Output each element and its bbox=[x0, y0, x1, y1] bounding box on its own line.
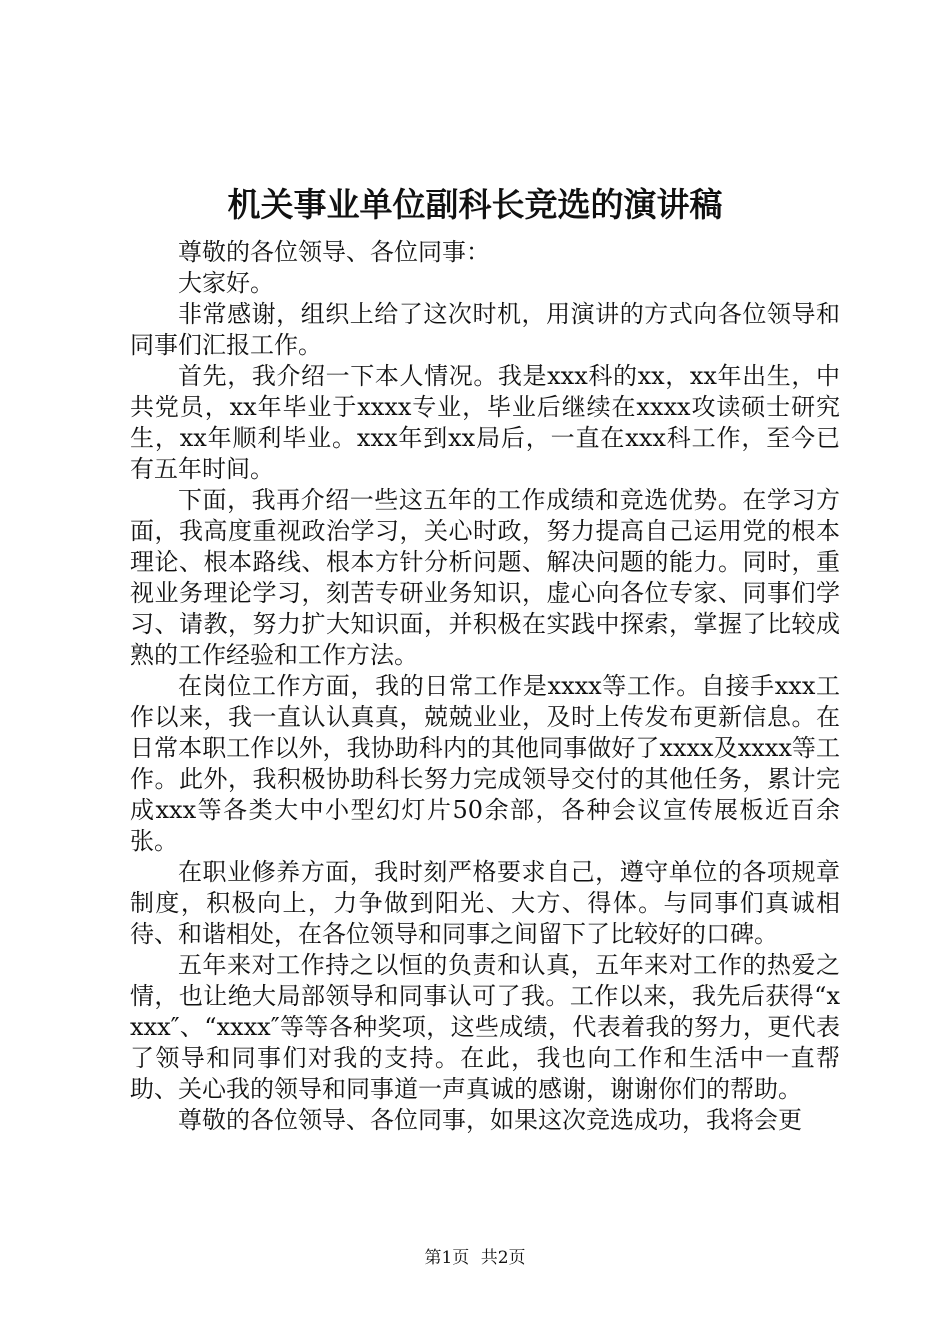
paragraph-salutation: 尊敬的各位领导、各位同事： bbox=[178, 238, 490, 266]
paragraph-greeting: 大家好。 bbox=[178, 269, 274, 297]
paragraph: 五年来对工作持之以恒的负责和认真，五年来对工作的热爱之情，也让绝大局部领导和同事认可了我。工作以来，我先后获得“xxxx″、“xxxx″等等各种奖项，这些成绩，代表着我的努力，更代表了领导和同事们对我的支持。在此，我也向工作和生活中一直帮助、关心我的领导和同事道一声真诚的感谢，谢谢你们的帮助。 bbox=[130, 951, 840, 1103]
document-title: 机关事业单位副科长竞选的演讲稿 bbox=[227, 185, 723, 224]
paragraph: 在职业修养方面，我时刻严格要求自己，遵守单位的各项规章制度，积极向上，力争做到阳光、大方、得体。与同事们真诚相待、和谐相处，在各位领导和同事之间留下了比较好的口碑。 bbox=[130, 858, 840, 948]
paragraph: 在岗位工作方面，我的日常工作是xxxx等工作。自接手xxx工作以来，我一直认认真真，兢兢业业，及时上传发布更新信息。在日常本职工作以外，我协助科内的其他同事做好了xxxx及xxxx等工作。此外，我积极协助科长努力完成领导交付的其他任务，累计完成xxx等各类大中小型幻灯片50余部，各种会议宣传展板近百余张。 bbox=[130, 672, 840, 855]
paragraph: 下面，我再介绍一些这五年的工作成绩和竞选优势。在学习方面，我高度重视政治学习，关心时政，努力提高自己运用党的根本理论、根本路线、根本方针分析问题、解决问题的能力。同时，重视业务理论学习，刻苦专研业务知识，虚心向各位专家、同事们学习、请教，努力扩大知识面，并积极在实践中探索，掌握了比较成熟的工作经验和工作方法。 bbox=[130, 486, 840, 669]
page-total: 共2页 bbox=[480, 1248, 526, 1268]
paragraph: 尊敬的各位领导、各位同事，如果这次竞选成功，我将会更 bbox=[178, 1106, 802, 1134]
page-footer bbox=[0, 1246, 950, 1270]
paragraph: 首先，我介绍一下本人情况。我是xxx科的xx，xx年出生，中共党员，xx年毕业于xxxx专业，毕业后继续在xxxx攻读硕士研究生，xx年顺利毕业。xxx年到xx局后，一直在xxx科工作，至今已有五年时间。 bbox=[130, 362, 840, 483]
document-body bbox=[130, 237, 840, 1136]
page-number: 第1页 bbox=[424, 1248, 470, 1268]
paragraph: 非常感谢，组织上给了这次时机，用演讲的方式向各位领导和同事们汇报工作。 bbox=[130, 300, 840, 359]
